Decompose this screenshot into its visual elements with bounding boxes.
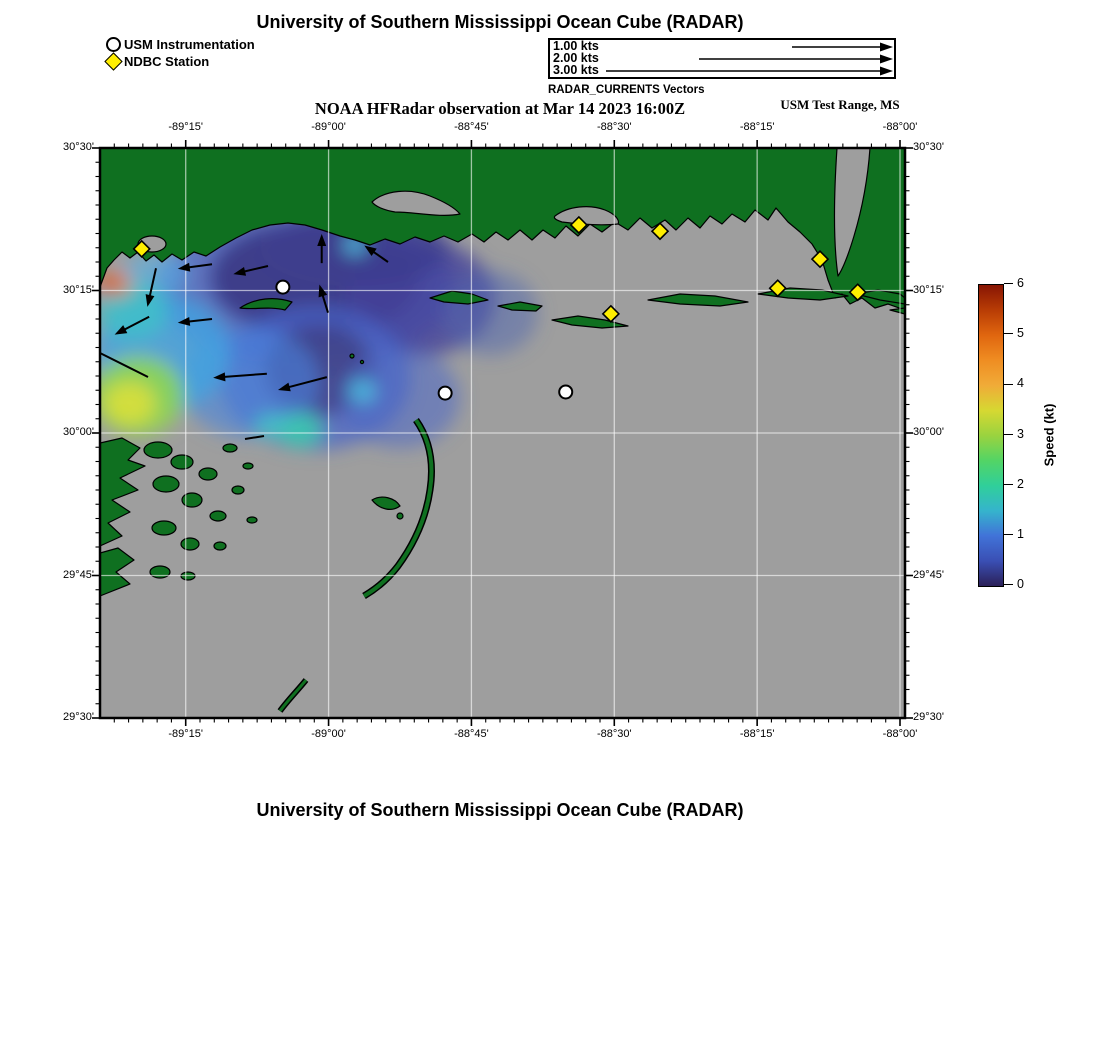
lat-tick-label-right: 30°30' [913,141,944,153]
lon-tick-label-bottom: -88°30' [596,728,632,740]
marsh [144,442,172,458]
usm-instrumentation-marker [276,281,289,294]
marsh [153,476,179,492]
vector-scale-caption: RADAR_CURRENTS Vectors [548,84,705,96]
colorbar-tick-label: 0 [1017,577,1024,591]
vector-scale-arrow [550,38,894,53]
vector-scale-row-label: 1.00 kts [553,38,599,53]
marsh [214,542,226,550]
lon-tick-label-top: -88°30' [596,121,632,133]
lat-tick-label-left: 29°45' [63,568,94,581]
vector-scale-row-label: 3.00 kts [553,63,599,78]
legend-item [106,53,255,70]
lat-tick-label-left: 30°15' [63,283,94,296]
vector-scale-row [550,50,894,65]
colorbar-tick-label: 2 [1017,476,1024,491]
speed-blob [255,414,285,438]
lon-tick-label-top: -88°15' [739,121,775,133]
colorbar-tick-label: 1 [1017,526,1024,541]
marsh [199,468,217,480]
islet [360,360,363,363]
lat-tick-label-left: 29°30' [63,711,94,723]
colorbar-tick [1004,584,1013,585]
marsh [223,444,237,452]
marsh [150,566,170,578]
map-legend [106,36,255,70]
arrow-head-icon [880,67,893,76]
legend-item-label: USM Instrumentation [124,37,255,52]
vector-scale-row [550,65,894,77]
footer-title: University of Southern Mississippi Ocean Cube (RADAR) [256,800,744,820]
colorbar-tick [1004,283,1013,284]
vector-scale-arrow [550,50,894,65]
circle-marker-icon [106,37,121,52]
lon-tick-label-top: -88°45' [454,121,489,133]
usm-instrumentation-marker [439,387,452,400]
lat-tick-label-left: 30°30' [63,141,94,153]
observation-subtitle: NOAA HFRadar observation at Mar 14 2023 16:00Z [314,99,686,118]
marsh [232,486,244,494]
speed-blob [278,413,322,447]
marsh [182,493,202,507]
vector-scale-box [548,38,896,79]
colorbar-tick-label: 5 [1017,326,1024,341]
lon-tick-label-bottom: -88°45' [454,728,489,740]
vector-scale-row-label: 2.00 kts [553,50,599,65]
usm-instrumentation-marker [559,385,572,398]
colorbar-tick [1004,333,1013,334]
marsh [210,511,226,521]
islet [350,354,354,358]
colorbar-tick-label: 3 [1017,426,1024,441]
vector-scale-arrow [550,65,894,77]
colorbar-tick [1004,384,1013,385]
colorbar-label: Speed (kt) [1041,403,1057,467]
lat-tick-label-right: 30°00' [913,426,944,438]
lon-tick-label-bottom: -88°00' [882,728,918,740]
lat-tick-label-right: 30°15' [913,283,944,296]
diamond-marker-icon [104,52,122,70]
legend-item [106,36,255,53]
lon-tick-label-top: -89°00' [311,121,346,133]
marsh [247,517,257,523]
test-range-label: USM Test Range, MS [780,97,900,112]
lon-tick-label-top: -88°00' [882,121,918,133]
marsh [181,538,199,550]
speed-blob [104,381,156,425]
colorbar-tick-label: 6 [1017,276,1024,290]
marsh [152,521,176,535]
arrow-head-icon [880,54,893,63]
map-svg [88,136,917,730]
arrow-head-icon [880,42,893,51]
speed-blob [349,380,375,402]
colorbar-tick [1004,534,1013,535]
colorbar [978,284,1004,587]
lon-tick-label-bottom: -88°15' [739,728,775,740]
legend-item-label: NDBC Station [124,54,210,69]
lat-tick-label-right: 29°30' [913,711,944,723]
lon-tick-label-bottom: -89°15' [168,728,204,740]
speed-blob [442,271,538,355]
islet [397,513,403,519]
colorbar-tick [1004,484,1013,485]
colorbar-tick [1004,434,1013,435]
lat-tick-label-left: 30°00' [63,426,94,438]
lat-tick-label-right: 29°45' [913,568,944,581]
colorbar-tick-label: 4 [1017,376,1024,391]
page-title: University of Southern Mississippi Ocean Cube (RADAR) [256,12,744,32]
lon-tick-label-top: -89°15' [168,121,204,133]
map-plot [88,136,917,730]
marsh [171,455,193,469]
lon-tick-label-bottom: -89°00' [311,728,346,740]
vector-scale-row [550,38,894,53]
marsh [243,463,253,469]
